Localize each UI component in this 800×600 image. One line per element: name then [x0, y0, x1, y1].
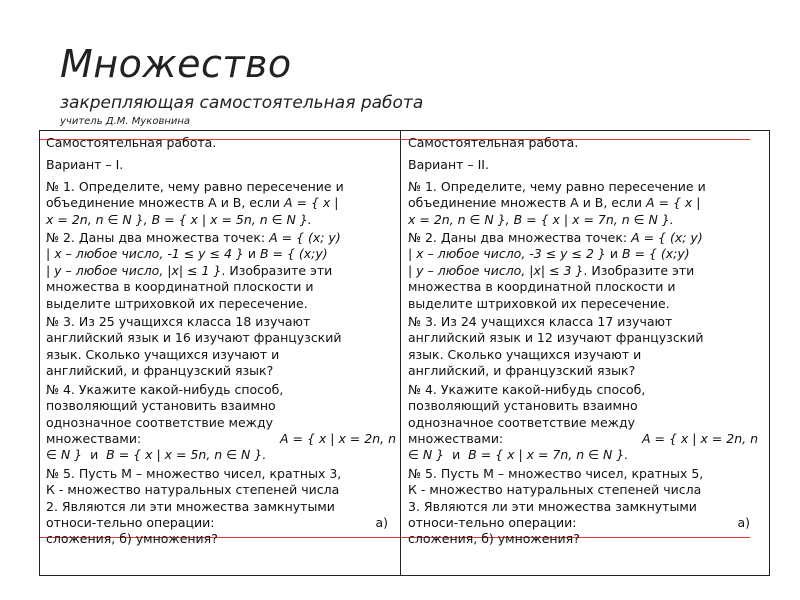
variant-2-column: [408, 135, 758, 550]
variant-1-task-3: № 3. Из 25 учащихся класса 18 изучают английский язык и 16 изучают французский язык. Сколько учащихся изучают и английский, и французский язык?: [46, 314, 342, 379]
variant-1-heading: Самостоятельная работа.: [46, 135, 217, 150]
variant-2-heading: Самостоятельная работа.: [408, 135, 579, 150]
author-line: учитель Д.М. Муковнина: [60, 116, 191, 127]
assignment-table: [39, 130, 770, 576]
variant-2-task-4: № 4. Укажите какой-нибудь способ, позволяющий установить взаимно однозначное соответствие между множествами: A = { x | x = 2n, n ∈ N } и B = { x | x = 7n, n ∈ N }.: [408, 381, 758, 463]
page-subtitle: закрепляющая самостоятельная работа: [60, 93, 424, 113]
variant-1-label: Вариант – I.: [46, 157, 124, 173]
column-divider: [400, 131, 401, 575]
variant-2-task-3: № 3. Из 24 учащихся класса 17 изучают английский язык и 12 изучают французский язык. Сколько учащихся изучают и английский, и французский язык?: [408, 314, 704, 379]
variant-1-task-2: № 2. Даны два множества точек: A = { (x; y) | x – любое число, -1 ≤ y ≤ 4 } и B = { (x;y) | y – любое число, |x| ≤ 1 }. Изобразите эти множества в координатной плоскости и выделите штриховкой их пересечение.: [46, 230, 341, 311]
variant-2-task-1: № 1. Определите, чему равно пересечение и объединение множеств А и В, если A = { x | x = 2n, n ∈ N }, B = { x | x = 7n, n ∈ N }.: [408, 178, 706, 227]
variant-2-label: Вариант – II.: [408, 157, 489, 173]
variant-2-task-5: № 5. Пусть М – множество чисел, кратных 5, К - множество натуральных степеней числа 3. Являются ли эти множества замкнутыми относи-тельно операции: а) сложения, б) умножения?: [408, 465, 750, 547]
variant-1-task-4: № 4. Укажите какой-нибудь способ, позволяющий установить взаимно однозначное соответствие между множествами: A = { x | x = 2n, n ∈ N } и B = { x | x = 5n, n ∈ N }.: [46, 381, 396, 463]
variant-1-task-5: № 5. Пусть М – множество чисел, кратных 3, К - множество натуральных степеней числа 2. Являются ли эти множества замкнутыми относи-тельно операции: а) сложения, б) умножения?: [46, 465, 388, 547]
variant-2-task-2: № 2. Даны два множества точек: A = { (x; y) | x – любое число, -3 ≤ y ≤ 2 } и B = { (x;y) | y – любое число, |x| ≤ 3 }. Изобразите эти множества в координатной плоскости и выделите штриховкой их пересечение.: [408, 230, 703, 311]
variant-1-task-1: № 1. Определите, чему равно пересечение и объединение множеств А и В, если A = { x | x = 2n, n ∈ N }, B = { x | x = 5n, n ∈ N }.: [46, 178, 344, 227]
page-title: Множество: [60, 42, 292, 86]
variant-1-column: [46, 135, 396, 550]
